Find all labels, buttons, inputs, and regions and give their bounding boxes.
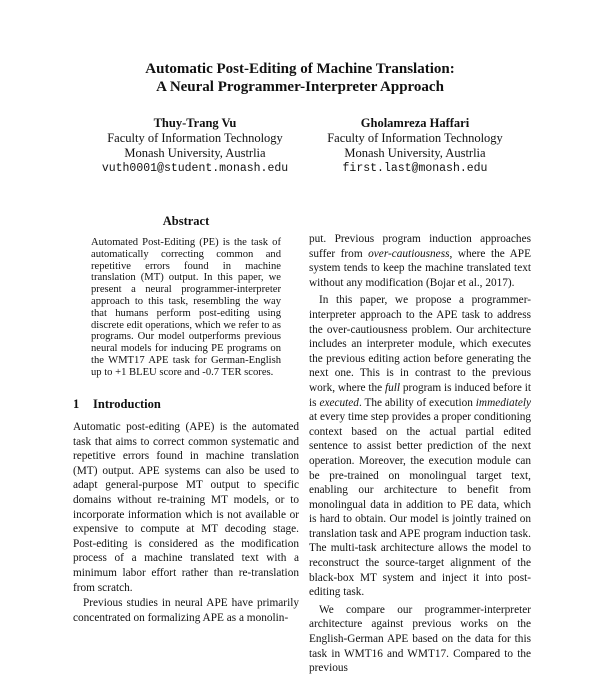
- right-paragraph-3: We compare our programmer-interpreter architecture against previous works on the English-German APE based on the data for this task in WMT16 and WMT17. Compared to the previous: [309, 603, 531, 675]
- abstract-heading: Abstract: [162, 214, 210, 228]
- section-title: Introduction: [93, 397, 161, 411]
- right-paragraph-2: In this paper, we propose a programmer-interpreter approach to the APE task to address the over-cautiousness problem. Our architecture includes an interpreter module, which executes the previous editing action before generating the next one. This is in contrast to the previous work, where the full program is induced before it is executed. The ability of execution immediately at every time step provides a proper conditioning context based on the actual partial edited sentence to assist better prediction of the next operation. Moreover, the execution module can be pre-trained on monolingual target text, enabling our architecture to benefit from monolingual data in addition to PE data, which is hard to obtain. Our model is jointly trained on translation task and APE program induction task. The multi-task architecture allows the model to reconstruct the source-target alignment of the black-box MT system and inject it into post-editing task.: [309, 294, 532, 599]
- intro-paragraph-1: Automatic post-editing (APE) is the automated task that aims to correct common systematic and repetitive errors found in machine translation (MT) output. APE systems can also be used to adapt general-purpose MT output to specific domains without re-training MT models, or to incorporate information which is not available or expensive to compute at MT decoding stage. Post-editing is considered as the modification process of a machine translated text with a minimum labor effort rather than re-translation from scratch.: [73, 421, 299, 594]
- introduction-left-column: [73, 420, 299, 625]
- author-institution: Monash University, Austrlia: [124, 146, 266, 160]
- author-block-2: [300, 116, 530, 176]
- title-line-2: A Neural Programmer-Interpreter Approach: [156, 79, 444, 95]
- author-email: vuth0001@student.monash.edu: [101, 162, 289, 175]
- author-name: Thuy-Trang Vu: [153, 116, 237, 130]
- section-heading-introduction: [73, 397, 299, 412]
- author-affiliation: Faculty of Information Technology: [327, 131, 503, 145]
- author-institution: Monash University, Austrlia: [344, 146, 486, 160]
- right-paragraph-1: put. Previous program induction approaches suffer from over-cautiousness, where the APE system tends to keep the machine translated text without any modification (Bojar et al., 2017).: [309, 233, 531, 289]
- paper-title: [0, 60, 600, 96]
- section-number: 1: [73, 397, 80, 411]
- author-email: first.last@monash.edu: [342, 162, 488, 175]
- abstract-text: Automated Post-Editing (PE) is the task of automatically correcting common and repetitive errors found in machine translation (MT) output. In this paper, we present a neural programmer-interpreter approach to this task, resembling the way that humans perform post-editing using discrete edit operations, which we refer to as programs. Our model outperforms previous neural models for inducing PE programs on the WMT17 APE task for German-English up to +1 BLEU score and -0.7 TER scores.: [91, 237, 281, 378]
- author-name: Gholamreza Haffari: [360, 116, 470, 130]
- intro-paragraph-2: Previous studies in neural APE have primarily concentrated on formalizing APE as a monolin-: [73, 597, 299, 624]
- title-line-1: Automatic Post-Editing of Machine Translation:: [145, 61, 455, 77]
- right-column: [309, 232, 531, 676]
- author-affiliation: Faculty of Information Technology: [107, 131, 283, 145]
- author-block-1: [80, 116, 310, 176]
